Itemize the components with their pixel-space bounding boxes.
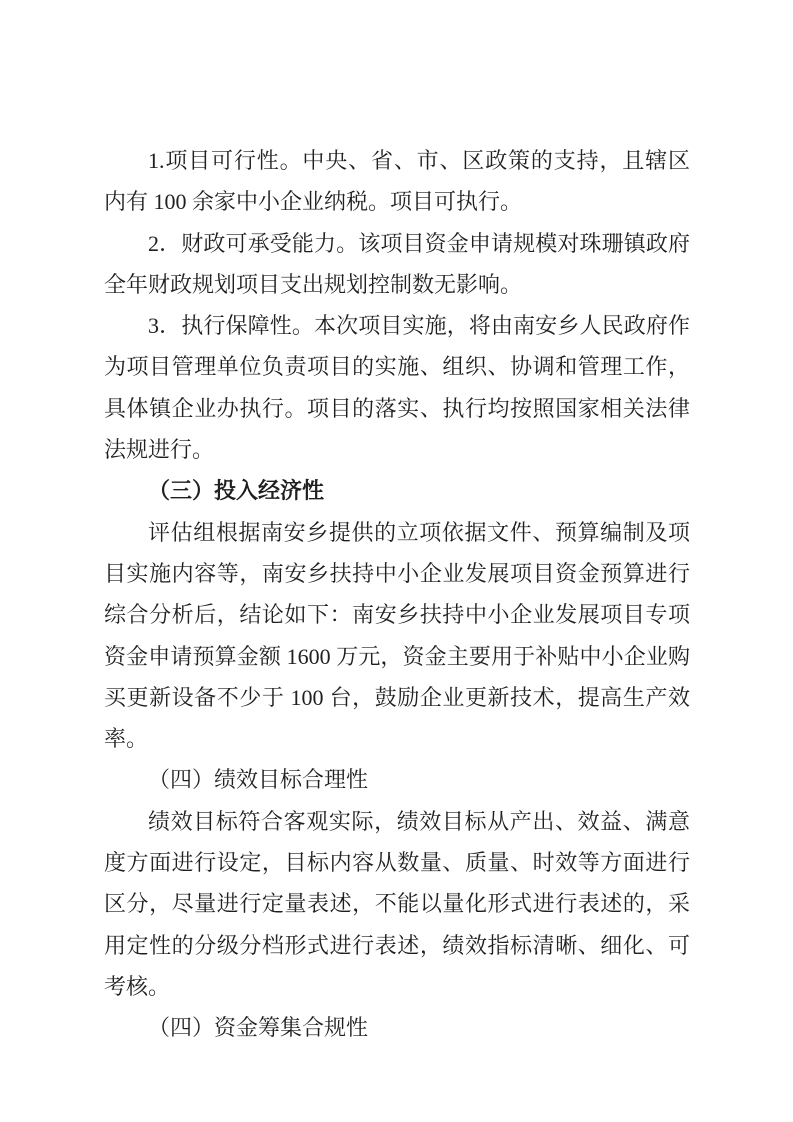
- paragraph-execution-guarantee: 3．执行保障性。本次项目实施，将由南安乡人民政府作为项目管理单位负责项目的实施、组织、协调和管理工作，具体镇企业办执行。项目的落实、执行均按照国家相关法律法规进行。: [104, 313, 690, 463]
- section-heading-input-economy: （三）投入经济性: [148, 478, 325, 504]
- paragraph-performance-target-detail: 绩效目标符合客观实际，绩效目标从产出、效益、满意度方面进行设定，目标内容从数量、质量、时效等方面进行区分，尽量进行定量表述，不能以量化形式进行表述的，采用定性的分级分档形式进行表述，绩效指标清晰、细化、可考核。: [104, 808, 690, 999]
- paragraph-project-feasibility: 1.项目可行性。中央、省、市、区政策的支持，且辖区内有 100 余家中小企业纳税。项目可执行。: [104, 148, 690, 215]
- section-heading-fund-raising-compliance: （四）资金筹集合规性: [148, 1015, 369, 1041]
- paragraph-budget-analysis: 评估组根据南安乡提供的立项依据文件、预算编制及项目实施内容等，南安乡扶持中小企业发展项目资金预算进行综合分析后，结论如下：南安乡扶持中小企业发展项目专项资金申请预算金额 1600 万元，资金主要用于补贴中小企业购买更新设备不少于 100 台，鼓励企业更新技术，提高生产效率。: [104, 519, 690, 752]
- section-heading-performance-target: （四）绩效目标合理性: [148, 767, 369, 793]
- document-text-block: [104, 140, 690, 1049]
- paragraph-fiscal-affordability: 2．财政可承受能力。该项目资金申请规模对珠珊镇政府全年财政规划项目支出规划控制数无影响。: [104, 230, 690, 297]
